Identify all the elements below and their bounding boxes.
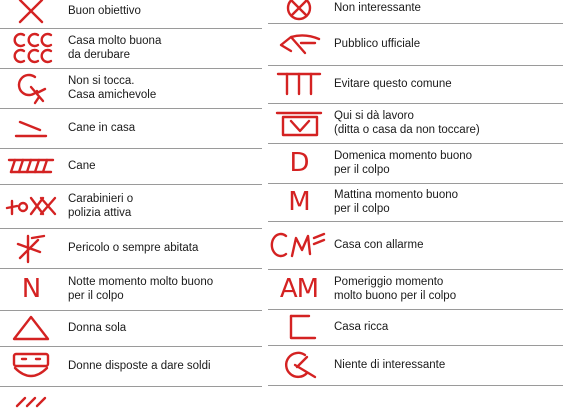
legend-text: Casa molto buona — [68, 35, 162, 47]
dog-lines-icon — [0, 108, 62, 148]
legend-text: Donne disposte a dare soldi — [68, 360, 211, 372]
legend-text: Evitare questo comune — [334, 78, 452, 90]
legend-text: Pubblico ufficiale — [334, 38, 421, 50]
legend-row — [0, 108, 262, 149]
corner-bracket-icon — [268, 309, 330, 345]
legend-text: per il colpo — [334, 203, 390, 215]
legend-text: Pericolo o sempre abitata — [68, 242, 199, 254]
legend-row — [268, 183, 563, 222]
letter-n-icon — [0, 268, 62, 310]
police-cross-icon — [0, 184, 62, 228]
box-v-icon — [268, 103, 330, 143]
legend-row — [0, 184, 262, 229]
legend-text: per il colpo — [68, 290, 124, 302]
legend-text: Carabinieri o — [68, 193, 134, 205]
symbol-letters: M — [288, 187, 310, 217]
legend-row — [0, 28, 262, 69]
partial-symbol-icon — [0, 386, 62, 416]
symbol-letters: N — [21, 274, 41, 304]
circle-arrow-icon — [268, 345, 330, 385]
legend-text: per il colpo — [334, 164, 390, 176]
symbol-letters: D — [289, 148, 309, 178]
letters-am-icon — [268, 269, 330, 309]
circle-hook-icon — [0, 68, 62, 108]
legend-text: Mattina momento buono — [334, 189, 459, 201]
legend-text: da derubare — [68, 49, 131, 61]
legend-row — [0, 68, 262, 109]
legend-row — [268, 0, 563, 24]
legend-row — [0, 346, 262, 387]
triangle-icon — [0, 310, 62, 346]
legend-text: Non interessante — [334, 1, 421, 14]
legend-row — [268, 103, 563, 144]
legend-row — [268, 345, 563, 386]
danger-star-icon — [0, 228, 62, 268]
legend-text: Donna sola — [68, 322, 127, 334]
legend-row — [0, 228, 262, 269]
legend-row — [0, 268, 262, 311]
symbol-letters: AM — [279, 274, 319, 304]
legend-text: molto buono per il colpo — [334, 290, 457, 302]
legend-row — [268, 65, 563, 104]
bars-icon — [268, 65, 330, 103]
triple-c-icon — [0, 28, 62, 68]
crossed-circle-icon — [268, 0, 330, 23]
letter-d-icon — [268, 143, 330, 183]
legend-text: Casa con allarme — [334, 239, 424, 251]
legend-row — [268, 309, 563, 346]
legend-row — [268, 143, 563, 184]
legend-text: Non si tocca. — [68, 75, 135, 87]
dog-zigzag-icon — [0, 148, 62, 184]
legend-text: Niente di interessante — [334, 359, 446, 371]
face-icon — [0, 346, 62, 386]
legend-text: polizia attiva — [68, 207, 132, 219]
legend-text: Pomeriggio momento — [334, 276, 444, 288]
legend-text: Casa ricca — [334, 321, 389, 333]
legend-text: Qui si dà lavoro — [334, 110, 414, 122]
legend-text: (ditta o casa da non toccare) — [334, 124, 480, 136]
letter-m-icon — [268, 183, 330, 221]
legend-text: Domenica momento buono — [334, 150, 473, 162]
legend-row — [0, 310, 262, 347]
legend-row — [0, 386, 262, 416]
legend-row — [0, 148, 262, 185]
legend-row — [268, 23, 563, 66]
cross-icon — [0, 0, 62, 28]
legend-text: Cane — [68, 160, 96, 172]
legend-row — [268, 221, 563, 270]
fish-icon — [268, 23, 330, 65]
legend-text: Cane in casa — [68, 122, 136, 134]
legend-row — [0, 0, 262, 29]
legend-row — [268, 269, 563, 310]
legend-text: Notte momento molto buono — [68, 276, 214, 288]
legend-text: Casa amichevole — [68, 89, 157, 101]
alarm-scribble-icon — [268, 221, 330, 269]
legend-text: Buon obiettivo — [68, 5, 141, 17]
